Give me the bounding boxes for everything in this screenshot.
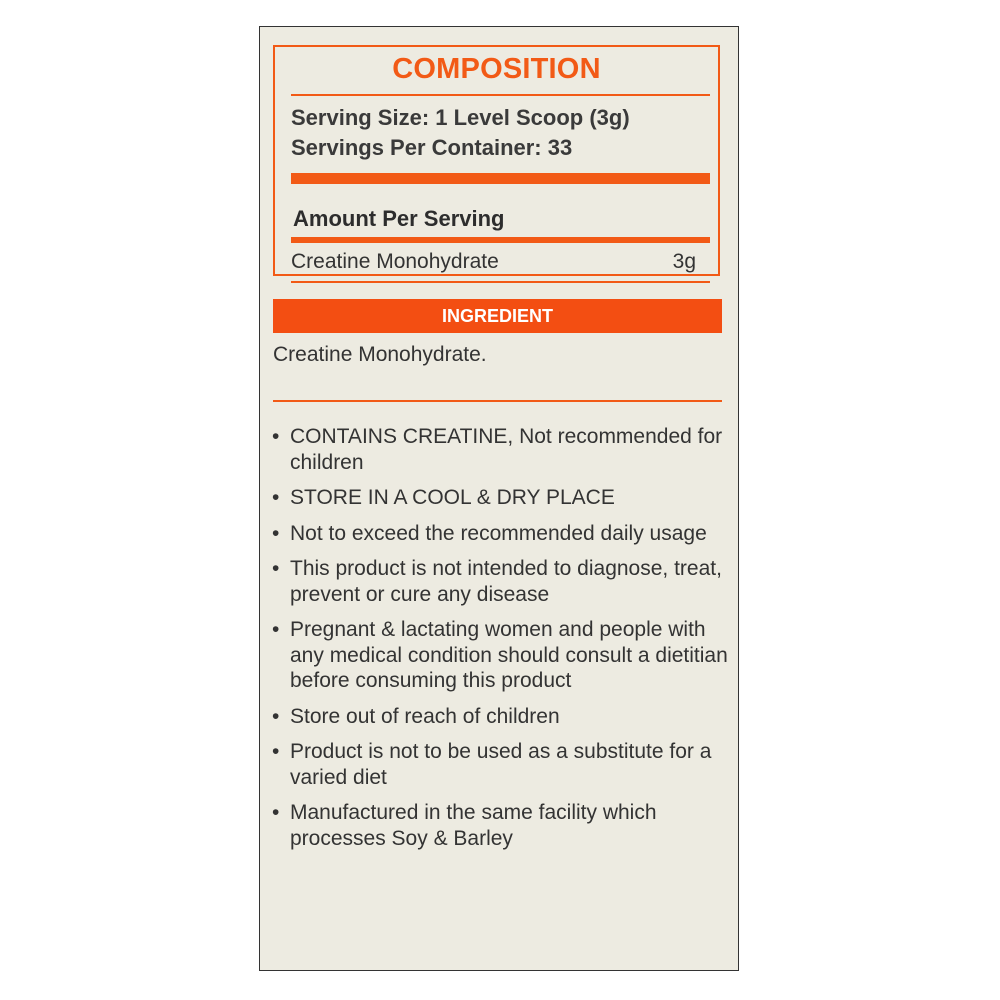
bullet-icon: •: [272, 801, 280, 824]
bullet-icon: •: [272, 704, 280, 728]
medium-divider: [291, 237, 710, 243]
servings-per-container-text: Servings Per Container: 33: [291, 135, 573, 160]
warning-item: [270, 485, 730, 511]
warning-item: [270, 556, 730, 607]
ingredient-text: Creatine Monohydrate.: [273, 343, 487, 366]
warning-text: STORE IN A COOL & DRY PLACE: [290, 486, 615, 509]
product-label-panel: [259, 26, 739, 971]
nutrient-name: Creatine Monohydrate: [291, 250, 499, 273]
warning-text: Product is not to be used as a substitute for a varied diet: [290, 740, 712, 789]
warning-text: This product is not intended to diagnose, treat, prevent or cure any disease: [290, 557, 722, 606]
warning-item: [270, 800, 730, 851]
warning-text: Not to exceed the recommended daily usage: [290, 521, 707, 545]
composition-box: [273, 45, 720, 276]
ingredient-divider: [273, 400, 722, 402]
warning-item: [270, 424, 730, 475]
bullet-icon: •: [272, 521, 280, 545]
bullet-icon: •: [272, 425, 280, 448]
warning-item: [270, 704, 730, 730]
composition-title: COMPOSITION: [392, 53, 601, 85]
serving-size-text: Serving Size: 1 Level Scoop (3g): [291, 105, 630, 130]
warning-item: [270, 739, 730, 790]
warning-item: [270, 617, 730, 694]
bullet-icon: •: [272, 618, 280, 641]
warning-text: CONTAINS CREATINE, Not recommended for children: [290, 425, 723, 474]
warning-text: Pregnant & lactating women and people with any medical condition should consult a dietitian before consuming this product: [290, 618, 728, 692]
ingredient-heading-banner: INGREDIENT: [273, 299, 722, 333]
bullet-icon: •: [272, 557, 280, 580]
amount-per-serving-heading: Amount Per Serving: [293, 206, 505, 231]
warning-item: [270, 521, 730, 547]
bullet-icon: •: [272, 486, 280, 509]
warnings-list: [270, 424, 730, 861]
warning-text: Store out of reach of children: [290, 704, 560, 728]
nutrient-amount: 3g: [672, 250, 696, 273]
composition-title-divider: [291, 94, 710, 96]
bullet-icon: •: [272, 740, 280, 763]
nutrient-row-divider: [291, 281, 710, 283]
warning-text: Manufactured in the same facility which processes Soy & Barley: [290, 801, 657, 850]
thick-divider: [291, 173, 710, 184]
